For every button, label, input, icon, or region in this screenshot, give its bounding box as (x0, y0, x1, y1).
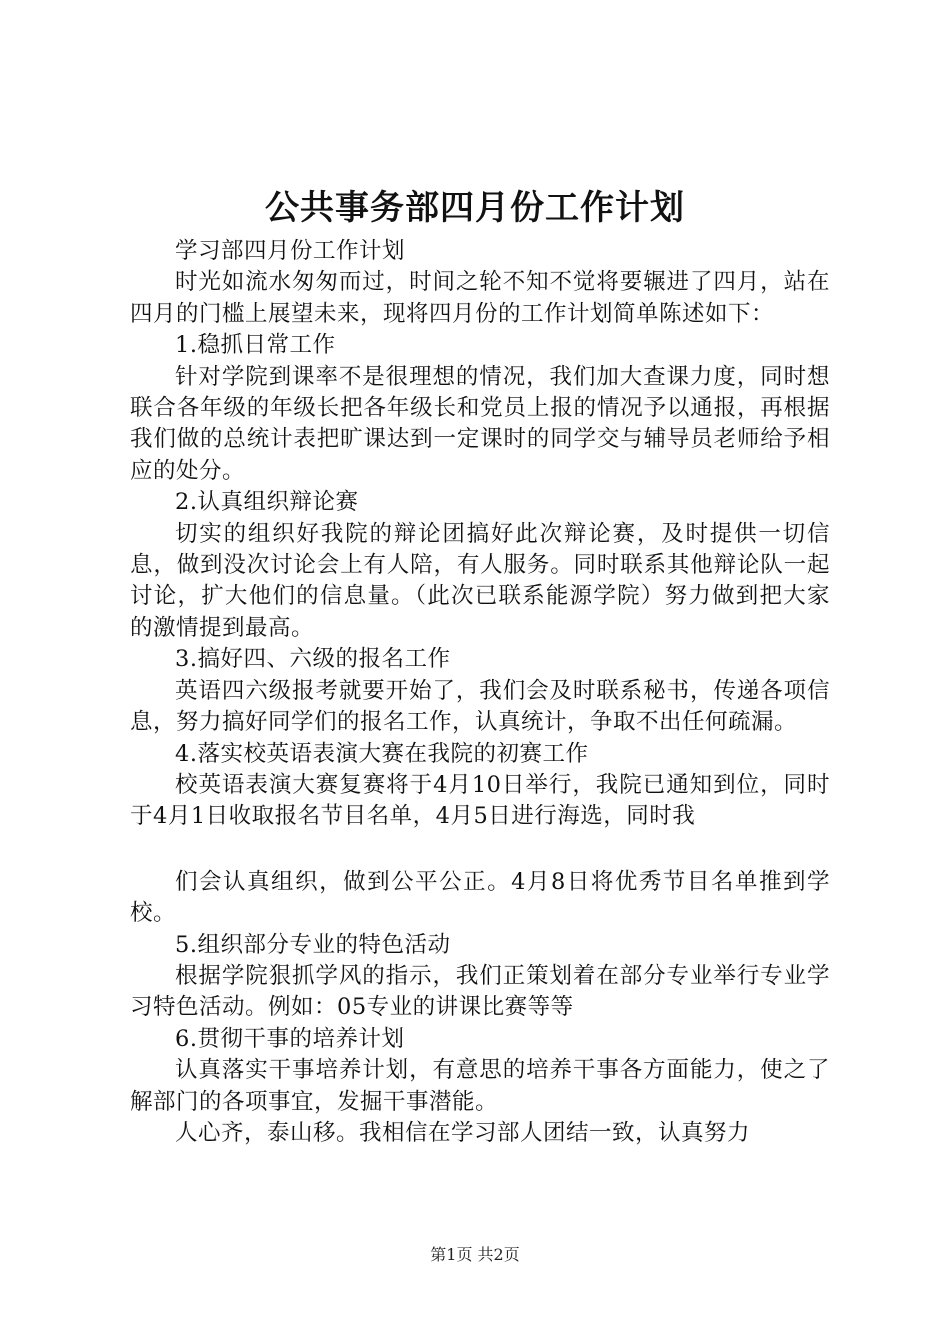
document-body (130, 236, 830, 1149)
section-heading: 6.贯彻干事的培养计划 (175, 1025, 405, 1052)
section-heading: 3.搞好四、六级的报名工作 (175, 646, 451, 673)
paragraph: 英语四六级报考就要开始了，我们会及时联系秘书，传递各项信息，努力搞好同学们的报名工作，认真统计，争取不出任何疏漏。 (130, 677, 830, 736)
section-heading: 2.认真组织辩论赛 (175, 489, 359, 516)
section-heading: 5.组织部分专业的特色活动 (175, 931, 451, 958)
paragraph: 切实的组织好我院的辩论团搞好此次辩论赛，及时提供一切信息，做到没次讨论会上有人陪，有人服务。同时联系其他辩论队一起讨论，扩大他们的信息量。（此次已联系能源学院）努力做到把大家的激情提到最高。 (130, 520, 830, 641)
paragraph: 学习部四月份工作计划 (175, 238, 406, 264)
paragraph: 针对学院到课率不是很理想的情况，我们加大查课力度，同时想联合各年级的年级长把各年级长和党员上报的情况予以通报，再根据我们做的总统计表把旷课达到一定课时的同学交与辅导员老师给予相应的处分。 (130, 363, 830, 484)
paragraph: 校英语表演大赛复赛将于4月10日举行，我院已通知到位，同时于4月1日收取报名节目名单，4月5日进行海选，同时我 (130, 771, 830, 830)
section-heading: 1.稳抓日常工作 (175, 332, 336, 359)
page-footer: 第1页 共2页 (430, 1245, 520, 1264)
paragraph: 时光如流水匆匆而过，时间之轮不知不觉将要辗进了四月，站在四月的门槛上展望未来，现将四月份的工作计划简单陈述如下： (130, 269, 830, 327)
document-title: 公共事务部四月份工作计划 (265, 188, 685, 228)
paragraph: 们会认真组织，做到公平公正。4月8日将优秀节目名单推到学校。 (130, 868, 830, 927)
paragraph: 认真落实干事培养计划，有意思的培养干事各方面能力，使之了解部门的各项事宜，发掘干事潜能。 (130, 1057, 830, 1115)
section-heading: 4.落实校英语表演大赛在我院的初赛工作 (175, 740, 589, 767)
paragraph: 根据学院狠抓学风的指示，我们正策划着在部分专业举行专业学习特色活动。例如：05专业的讲课比赛等等 (130, 962, 830, 1021)
paragraph: 人心齐，泰山移。我相信在学习部人团结一致，认真努力 (175, 1119, 751, 1146)
